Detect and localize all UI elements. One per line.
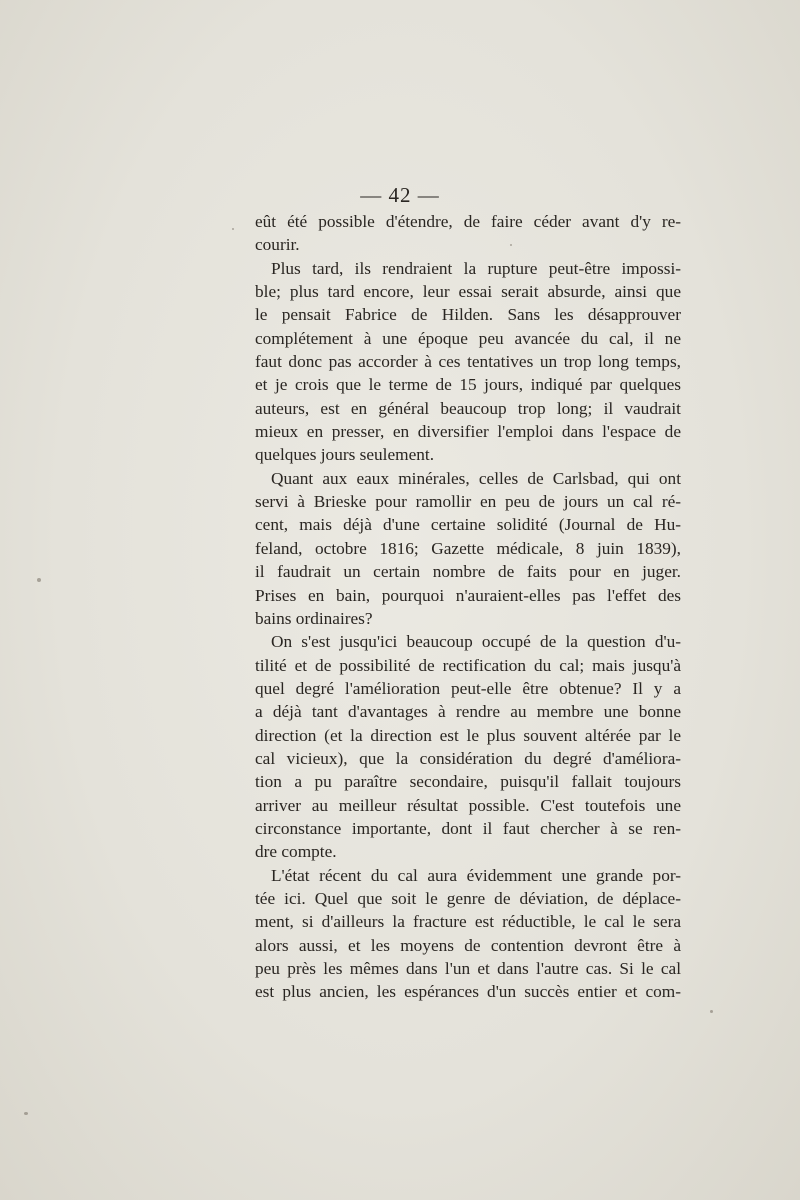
text-line: dre compte. bbox=[255, 842, 337, 862]
paper-speck bbox=[232, 228, 234, 230]
text-line: circonstance importante, dont il faut chercher à se ren- bbox=[255, 818, 681, 838]
page-number: — 42 — bbox=[360, 183, 440, 207]
text-line: il faudrait un certain nombre de faits pour en juger. bbox=[255, 562, 681, 582]
text-line: tée ici. Quel que soit le genre de déviation, de déplace- bbox=[255, 888, 681, 908]
text-line: quelques jours seulement. bbox=[255, 445, 435, 465]
text-line: Quant aux eaux minérales, celles de Carlsbad, qui ont bbox=[271, 468, 681, 488]
text-line: cal vicieux), que la considération du degré d'améliora- bbox=[255, 748, 681, 768]
text-line: bains ordinaires? bbox=[255, 608, 373, 628]
text-line: Plus tard, ils rendraient la rupture peut-être impossi- bbox=[271, 258, 681, 278]
paper-speck bbox=[37, 578, 41, 582]
text-line: feland, octobre 1816; Gazette médicale, 8 juin 1839), bbox=[255, 538, 681, 558]
paper-speck bbox=[710, 1010, 713, 1013]
text-line: le pensait Fabrice de Hilden. Sans les désapprouver bbox=[255, 305, 681, 325]
text-line: tion a pu paraître secondaire, puisqu'il fallait toujours bbox=[255, 772, 681, 792]
text-line: Prises en bain, pourquoi n'auraient-elles pas l'effet des bbox=[255, 585, 681, 605]
text-line: a déjà tant d'avantages à rendre au membre une bonne bbox=[255, 702, 681, 722]
text-line: quel degré l'amélioration peut-elle être obtenue? Il y a bbox=[255, 678, 681, 698]
text-line: peu près les mêmes dans l'un et dans l'autre cas. Si le cal bbox=[255, 959, 681, 978]
text-line: ment, si d'ailleurs la fracture est réductible, le cal le sera bbox=[255, 912, 681, 932]
text-line: arriver au meilleur résultat possible. C'est toutefois une bbox=[255, 795, 681, 815]
text-line: auteurs, est en général beaucoup trop long; il vaudrait bbox=[255, 398, 681, 418]
text-line: eût été possible d'étendre, de faire céder avant d'y re- bbox=[255, 212, 681, 231]
text-line: L'état récent du cal aura évidemment une grande por- bbox=[271, 865, 681, 885]
text-line: complétement à une époque peu avancée du cal, il ne bbox=[255, 328, 681, 348]
text-line: est plus ancien, les espérances d'un succès entier et com- bbox=[255, 982, 681, 1002]
paper-speck bbox=[510, 244, 512, 246]
paper-speck bbox=[24, 1112, 28, 1115]
text-line: courir. bbox=[255, 235, 300, 255]
text-line: direction (et la direction est le plus souvent altérée par le bbox=[255, 725, 681, 745]
body-text bbox=[255, 210, 681, 1004]
text-line: cent, mais déjà d'une certaine solidité (Journal de Hu- bbox=[255, 515, 681, 535]
text-line: alors aussi, et les moyens de contention devront être à bbox=[255, 935, 681, 955]
text-line: ble; plus tard encore, leur essai serait absurde, ainsi que bbox=[255, 282, 681, 302]
text-line: tilité et de possibilité de rectification du cal; mais jusqu'à bbox=[255, 655, 681, 675]
text-line: et je crois que le terme de 15 jours, indiqué par quelques bbox=[255, 375, 681, 395]
text-line: faut donc pas accorder à ces tentatives un trop long temps, bbox=[255, 352, 681, 372]
text-line: servi à Brieske pour ramollir en peu de jours un cal ré- bbox=[255, 492, 681, 512]
text-line: On s'est jusqu'ici beaucoup occupé de la question d'u- bbox=[271, 632, 681, 652]
text-line: mieux en presser, en diversifier l'emploi dans l'espace de bbox=[255, 422, 681, 442]
